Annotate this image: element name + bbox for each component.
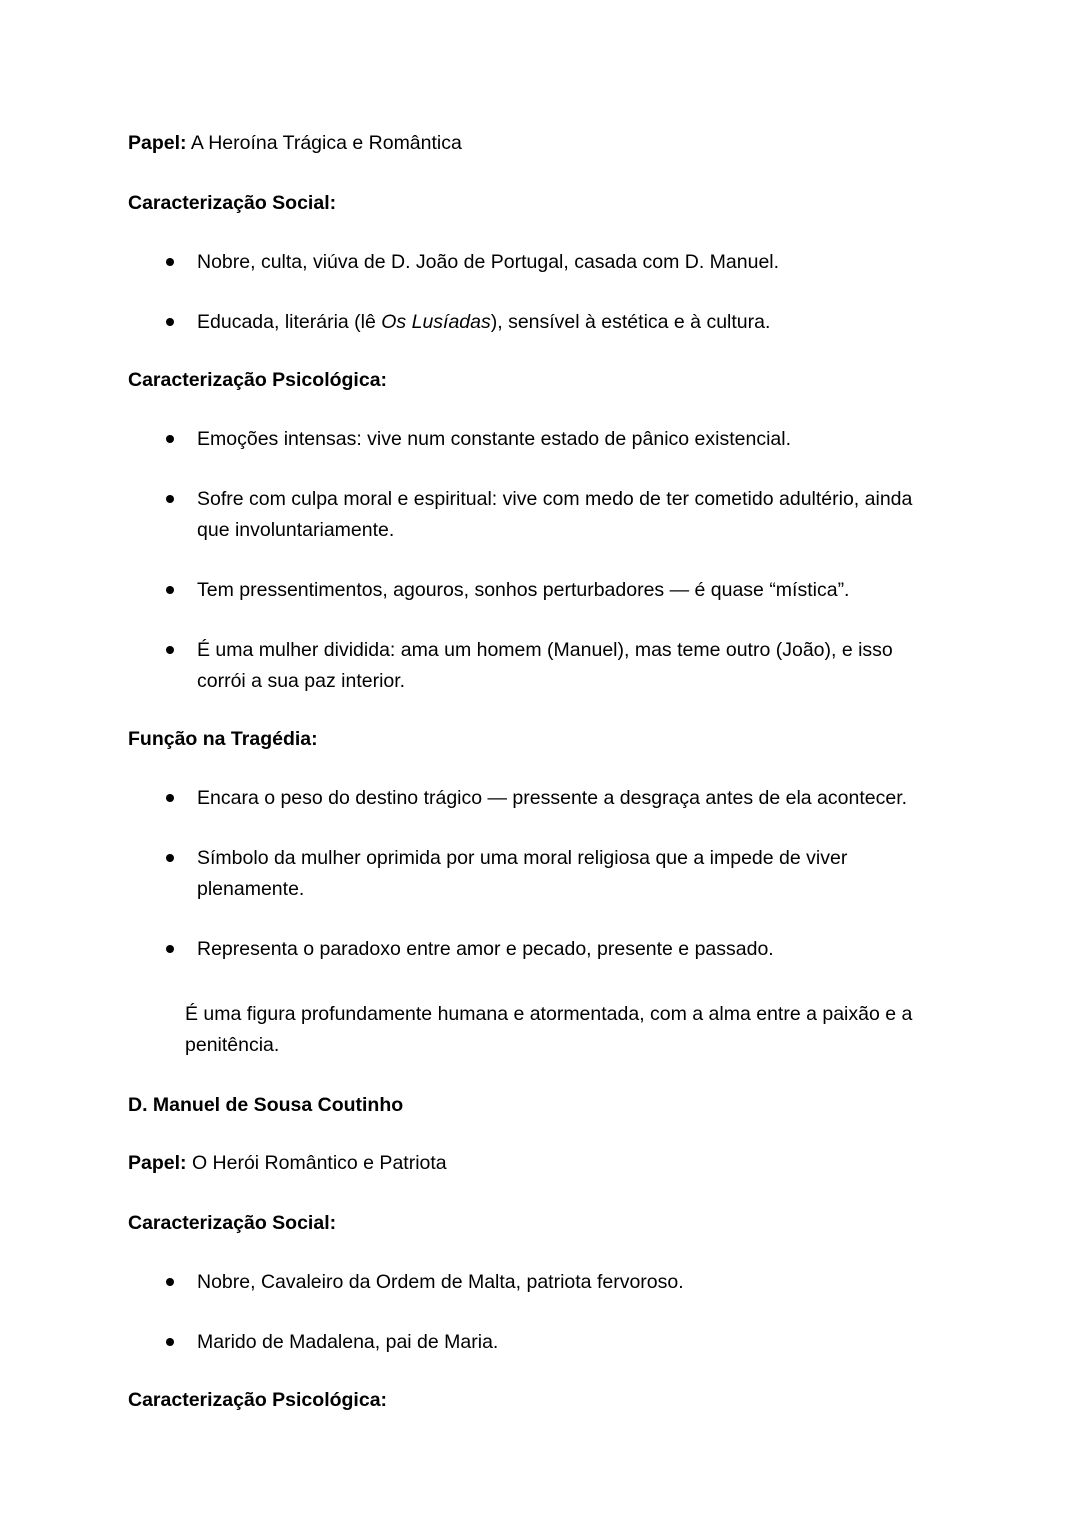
list-item bbox=[128, 1267, 940, 1298]
bullet-icon bbox=[166, 318, 174, 326]
list-item bbox=[128, 247, 940, 278]
bullet-icon bbox=[166, 586, 174, 594]
manuel-role-label: Papel: bbox=[128, 1152, 187, 1174]
madalena-function-list bbox=[128, 783, 940, 965]
list-item bbox=[128, 575, 940, 606]
madalena-role-value: A Heroína Trágica e Romântica bbox=[186, 132, 462, 154]
list-item-text bbox=[197, 311, 770, 333]
bullet-icon bbox=[166, 1338, 174, 1346]
list-item-text: Sofre com culpa moral e espiritual: vive com medo de ter cometido adultério, ainda que involuntariamente. bbox=[197, 488, 913, 541]
madalena-social-heading: Caracterização Social: bbox=[128, 192, 337, 214]
madalena-function-heading: Função na Tragédia: bbox=[128, 728, 318, 750]
madalena-social-list bbox=[128, 247, 940, 338]
manuel-name-heading: D. Manuel de Sousa Coutinho bbox=[128, 1094, 404, 1116]
list-item bbox=[128, 843, 940, 905]
bullet-icon bbox=[166, 495, 174, 503]
list-item-text: Representa o paradoxo entre amor e pecado, presente e passado. bbox=[197, 938, 774, 960]
list-item-text: Tem pressentimentos, agouros, sonhos perturbadores — é quase “mística”. bbox=[197, 579, 850, 601]
madalena-closing-note: É uma figura profundamente humana e atormentada, com a alma entre a paixão e a penitência. bbox=[185, 1003, 913, 1056]
list-item-text-after: ), sensível à estética e à cultura. bbox=[490, 311, 771, 333]
manuel-role-paragraph bbox=[128, 1148, 940, 1179]
madalena-role-paragraph bbox=[128, 128, 940, 159]
bullet-icon bbox=[166, 854, 174, 862]
bullet-icon bbox=[166, 646, 174, 654]
madalena-role-label: Papel: bbox=[128, 132, 187, 154]
book-title-italic: Os Lusíadas bbox=[381, 311, 491, 333]
list-item-text: É uma mulher dividida: ama um homem (Manuel), mas teme outro (João), e isso corrói a sua paz interior. bbox=[197, 639, 893, 692]
list-item bbox=[128, 783, 940, 814]
list-item-text: Emoções intensas: vive num constante estado de pânico existencial. bbox=[197, 428, 792, 450]
madalena-psychological-heading: Caracterização Psicológica: bbox=[128, 369, 388, 391]
list-item-text: Marido de Madalena, pai de Maria. bbox=[197, 1331, 499, 1353]
list-item bbox=[128, 424, 940, 455]
list-item-text: Símbolo da mulher oprimida por uma moral religiosa que a impede de viver plenamente. bbox=[197, 847, 848, 900]
list-item-text: Nobre, culta, viúva de D. João de Portugal, casada com D. Manuel. bbox=[197, 251, 780, 273]
list-item bbox=[128, 484, 940, 546]
bullet-icon bbox=[166, 1278, 174, 1286]
manuel-social-heading: Caracterização Social: bbox=[128, 1212, 337, 1234]
list-item-text: Nobre, Cavaleiro da Ordem de Malta, patriota fervoroso. bbox=[197, 1271, 684, 1293]
bullet-icon bbox=[166, 794, 174, 802]
document-body bbox=[128, 128, 940, 1416]
manuel-role-value: O Herói Romântico e Patriota bbox=[186, 1152, 447, 1174]
bullet-icon bbox=[166, 945, 174, 953]
manuel-social-list bbox=[128, 1267, 940, 1358]
list-item bbox=[128, 307, 940, 338]
list-item bbox=[128, 934, 940, 965]
bullet-icon bbox=[166, 258, 174, 266]
list-item-text: Encara o peso do destino trágico — pressente a desgraça antes de ela acontecer. bbox=[197, 787, 908, 809]
list-item-text-before: Educada, literária (lê bbox=[197, 311, 382, 333]
bullet-icon bbox=[166, 435, 174, 443]
madalena-psychological-list bbox=[128, 424, 940, 697]
list-item bbox=[128, 635, 940, 697]
list-item bbox=[128, 1327, 940, 1358]
manuel-psychological-heading: Caracterização Psicológica: bbox=[128, 1389, 388, 1411]
